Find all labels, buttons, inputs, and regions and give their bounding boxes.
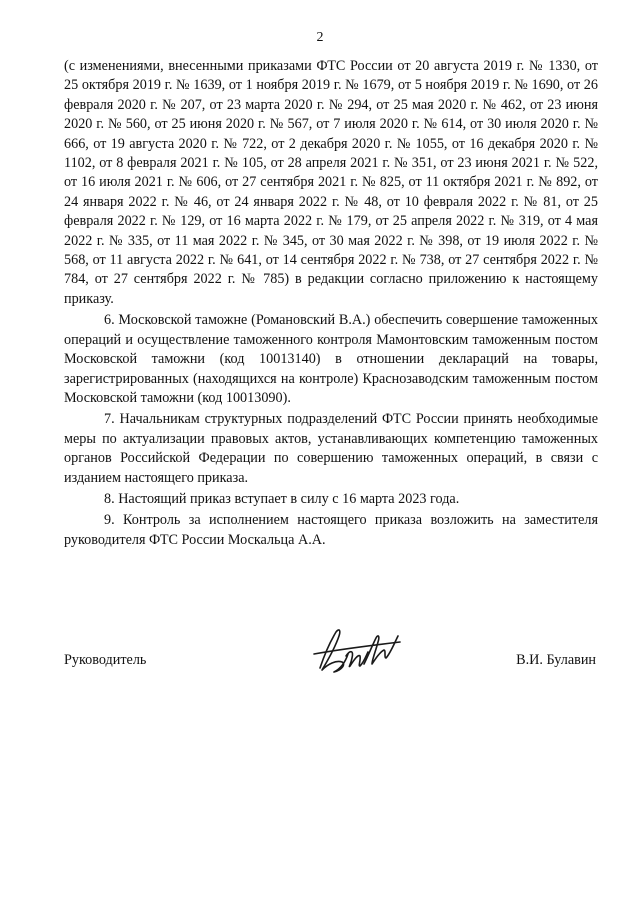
handwritten-signature — [306, 620, 406, 682]
paragraph-item-7: 7. Начальникам структурных подразделений ФТС России принять необходимые меры по актуализации правовых актов, устанавливающих компетенцию таможенных органов Российской Федерации по совершению таможенных операций, в связи с изданием настоящего приказа. — [64, 411, 598, 486]
signatory-name: В.И. Булавин — [516, 652, 596, 668]
paragraph-item-9: 9. Контроль за исполнением настоящего приказа возложить на заместителя руководителя ФТС России Москальца А.А. — [64, 512, 598, 548]
signature-block — [64, 646, 598, 686]
paragraph-item-8: 8. Настоящий приказ вступает в силу с 16 марта 2023 года. — [104, 490, 460, 507]
signatory-position: Руководитель — [64, 652, 147, 668]
page-number: 2 — [316, 30, 324, 45]
paragraph-item-6: 6. Московской таможне (Романовский В.А.) обеспечить совершение таможенных операций и осуществление таможенного контроля Мамонтовским таможенным постом Московской таможни (код 10013140) в отношении деклараций на товары, зарегистрированных (находящихся на контроле) Краснозаводским таможенным постом Московской таможни (код 10013090). — [64, 312, 598, 406]
document-body — [64, 57, 598, 550]
paragraph-amendments: (с изменениями, внесенными приказами ФТС России от 20 августа 2019 г. № 1330, от 25 октября 2019 г. № 1639, от 1 ноября 2019 г. № 1679, от 5 ноября 2019 г. № 1690, от 26 февраля 2020 г. № 207, от 23 марта 2020 г. № 294, от 25 мая 2020 г. № 462, от 23 июня 2020 г. № 560, от 25 июня 2020 г. № 567, от 7 июля 2020 г. № 614, от 30 июля 2020 г. № 666, от 19 августа 2020 г. № 722, от 2 декабря 2020 г. № 1055, от 16 декабря 2020 г. № 1102, от 8 февраля 2021 г. № 105, от 28 апреля 2021 г. № 351, от 23 июня 2021 г. № 522, от 16 июля 2021 г. № 606, от 27 сентября 2021 г. № 825, от 11 октября 2021 г. № 892, от 24 января 2022 г. № 46, от 24 января 2022 г. № 48, от 10 февраля 2022 г. № 81, от 25 февраля 2022 г. № 129, от 16 марта 2022 г. № 179, от 25 апреля 2022 г. № 319, от 4 мая 2022 г. № 335, от 11 мая 2022 г. № 345, от 30 мая 2022 г. № 398, от 19 июля 2022 г. № 568, от 11 августа 2022 г. № 641, от 14 сентября 2022 г. № 738, от 27 сентября 2022 г. № 784, от 27 сентября 2022 г. № 785) в редакции согласно приложению к настоящему приказу. — [64, 58, 598, 307]
